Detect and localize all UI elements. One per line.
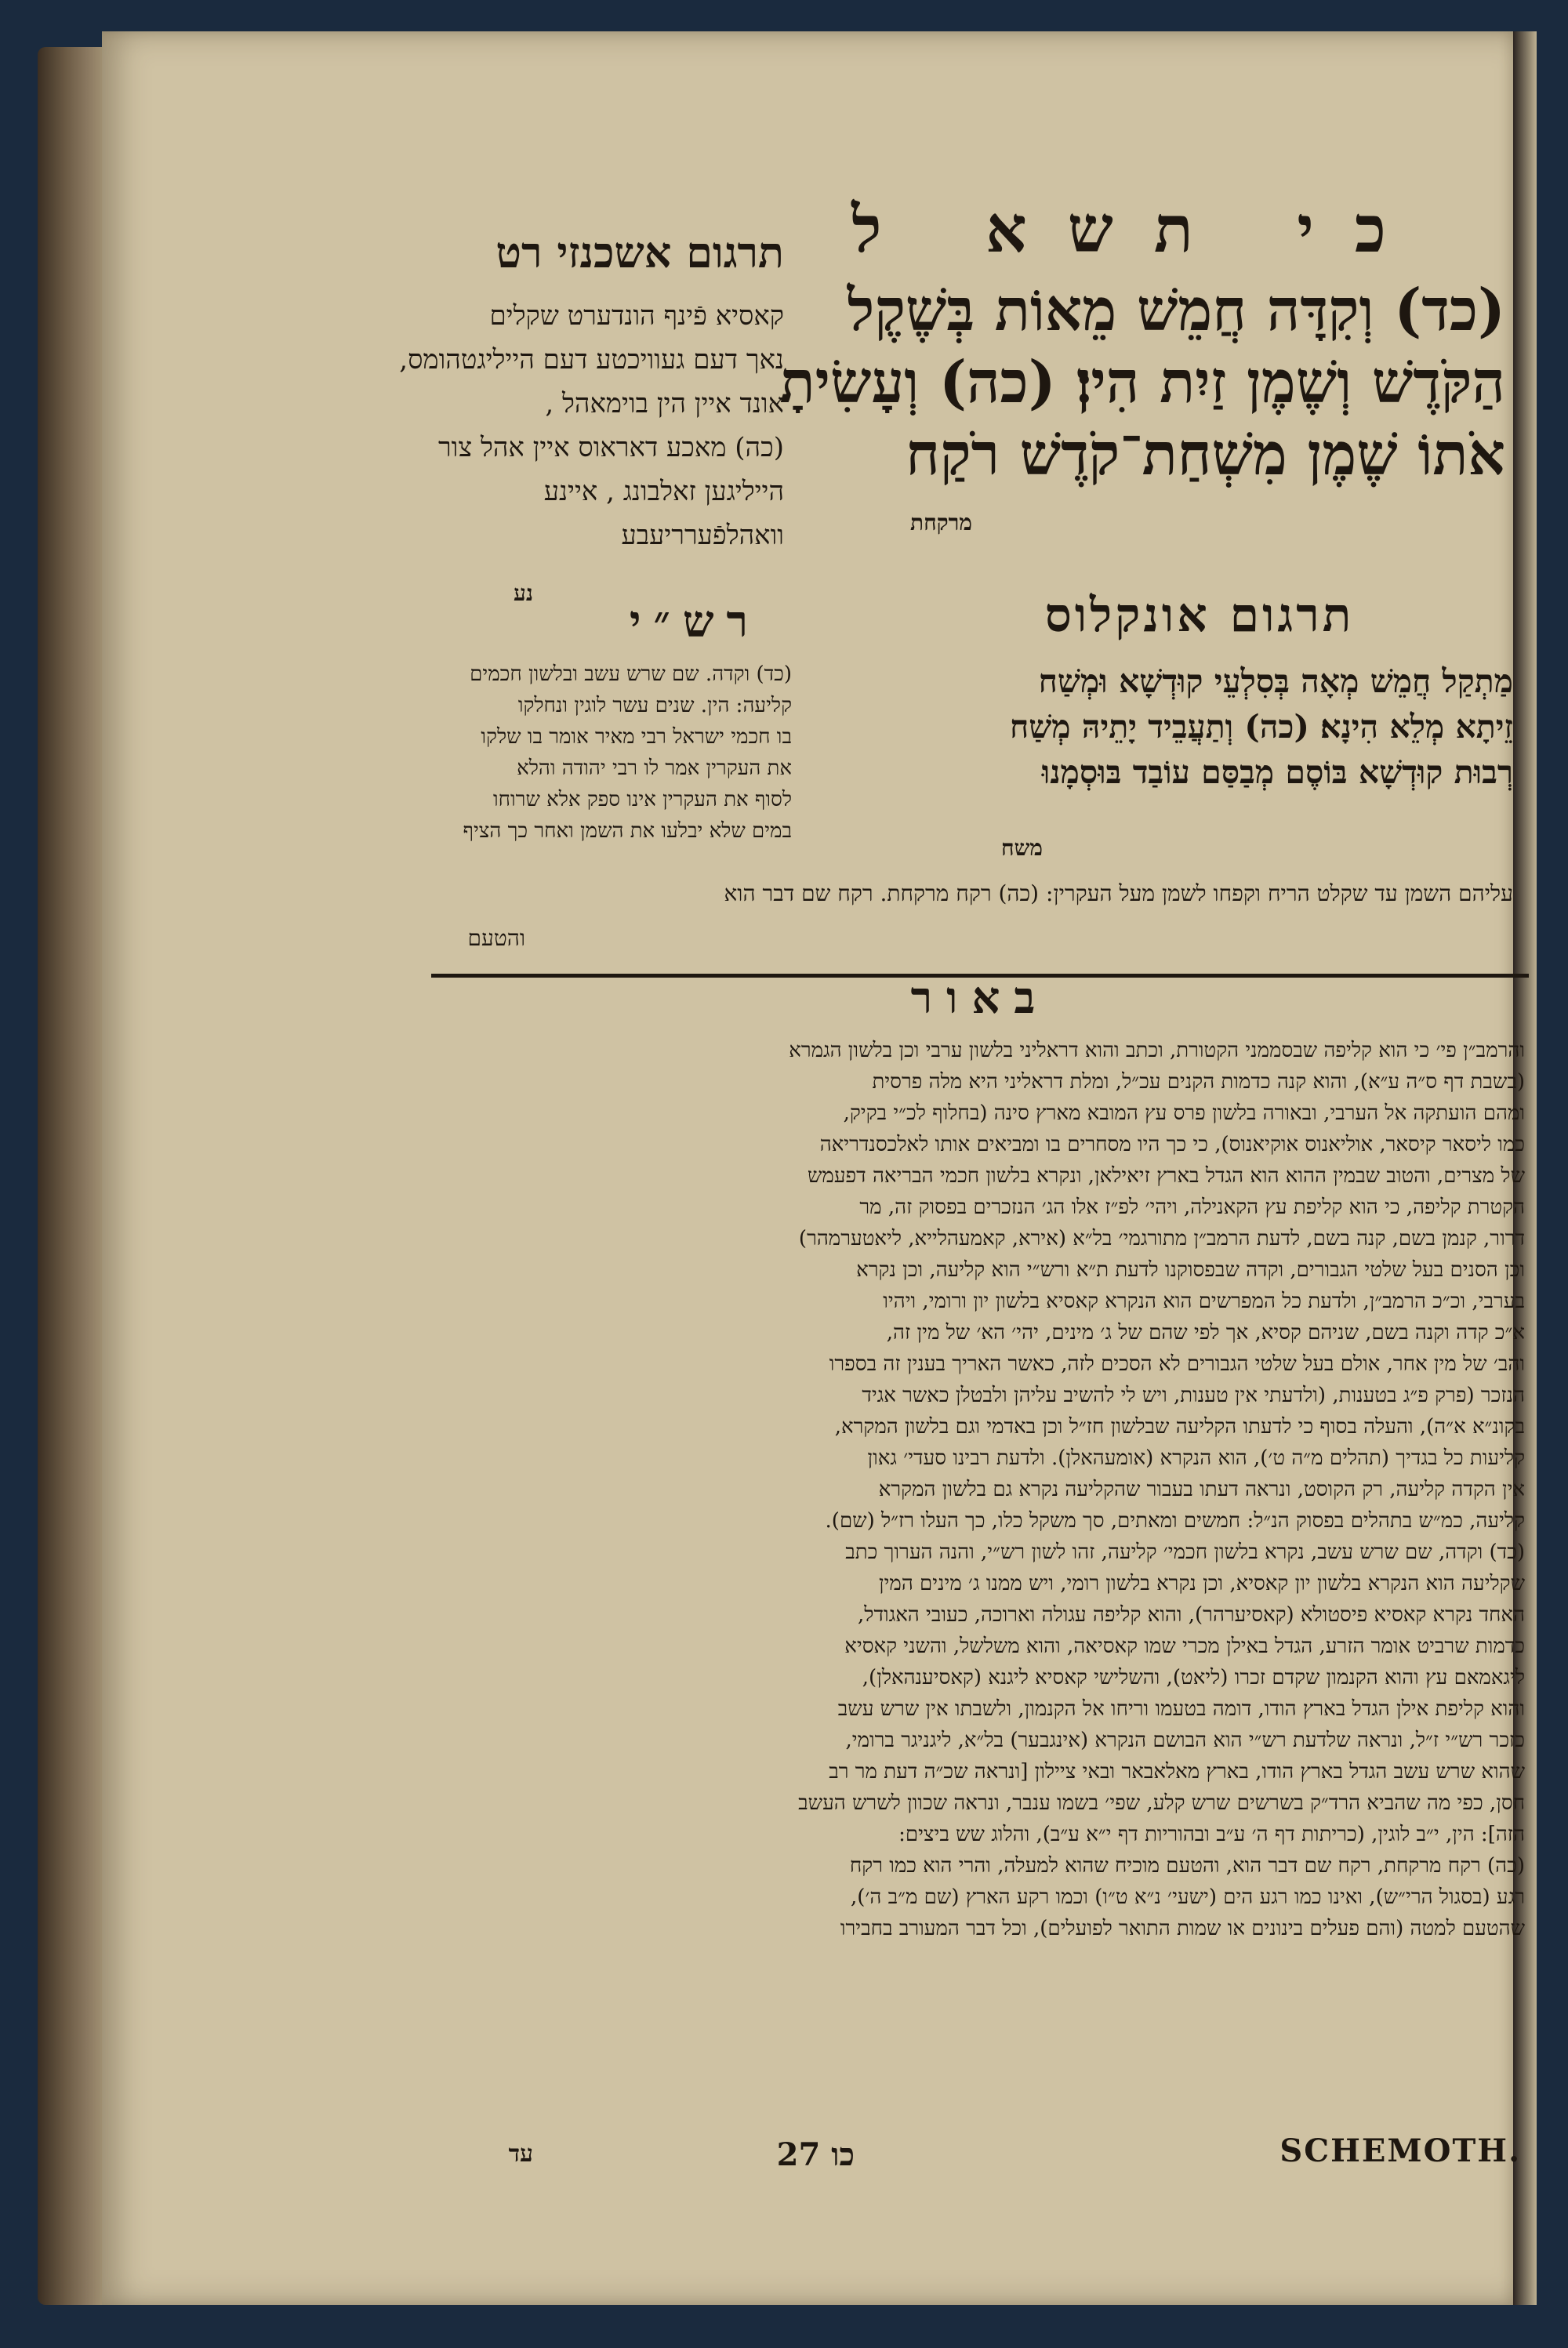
targum-ashkenazi-line: קאסיא פֿינף הונדערט שקלים [489, 300, 784, 332]
onkelos-line: זֵיתָא מְלֵא הִינָא׃ (כה) וְתַעֲבֵיד יָתֵיהּ מְשַׁח [1010, 708, 1513, 746]
targum-ashkenazi-line: הייליגען זאלבונג , איינע [543, 476, 784, 507]
targum-ashkenazi-line: נאך דעם געוויכטע דעם הייליגטהומס, [399, 344, 784, 376]
rashi-line: לסוף את העקרין אינו ספק אלא שרוחו [492, 788, 792, 811]
onkelos-catchword: משח [1001, 835, 1043, 861]
beur-line: א״כ קדה וקנה בשם, שניהם קסיא, אך לפי שהם של ג׳ מינים, יהי׳ הא׳ של מין זה, [886, 1321, 1525, 1345]
targum-ashkenazi-line: (כה) מאכע דאראוס איין אהל צור [437, 432, 784, 463]
beur-line: (כה) רקח מרקחת, רקח שם דבר הוא, והטעם מוכיח שהוא למעלה, והרי הוא כמו רקח [849, 1854, 1525, 1878]
beur-line: קליעה, כמ״ש בתהלים בפסוק הנ״ל: חמשים ומאתים, סך משקל כלו, כך העלו רז״ל (שם). [825, 1509, 1525, 1533]
beur-line: דרור, קנמן בשם, קנה בשם, לדעת הרמב״ן מתורגמי׳ בל״א (אירא, קאמעהלייא, ליאטערמהר) [798, 1227, 1525, 1250]
beur-line: בקונ״א א״ה), והעלה בסוף כי לדעתו הקליעה שבלשון חז״ל וכן באדמי וגם בלשון המקרא, [834, 1415, 1525, 1439]
beur-line: קליעות כל בגדיך (תהלים מ״ה ט׳), הוא הנקרא (אומעהאלן). ולדעת רבינו סעדי׳ גאון [867, 1446, 1525, 1470]
beur-line: וכן הסנים בעל שלטי הגבורים, וקדה שבפסוקנו לדעת ת״א ורש״י הוא קליעה, וכן נקרא [856, 1258, 1525, 1282]
beur-line: ליגאמאם עץ והוא הקנמון שקדם זכרו (ליאט), והשלישי קאסיא ליגנא (קאסיענהאלן), [862, 1666, 1525, 1689]
verse-line: (כד) וְקִדָּה חֲמֵשׁ מֵאוֹת בְּשֶׁקֶל [847, 277, 1505, 344]
beur-line: ומהם הועתקה אל הערבי, ובאורה בלשון פרס עץ המובא מארץ סינה (בחלוף לכ״י בקיק, [843, 1101, 1525, 1125]
beur-line: כמו ליסאר קיסאר, אוליאנוס אוקיאנוס), כי כך היו מסחרים בו ומביאים אותו לאלכסנדריאה [819, 1133, 1525, 1156]
book-edge [38, 47, 108, 2305]
onkelos-line: רְבוּת קוּדְשָׁא בּוֹסֶם מְבַסַּם עוֹבַד בּוּסְמָנוּ [1041, 753, 1513, 791]
beur-line: שקליעה הוא הנקרא בלשון יון קאסיא, וכן נקרא בלשון רומי, ויש ממנו ג׳ מינים המין [878, 1572, 1525, 1595]
beur-line: (כד) וקדה, שם שרש עשב, נקרא בלשון חכמי׳ קליעה, זהו לשון רש״י, והנה הערוך כתב [845, 1541, 1525, 1564]
onkelos-heading: תרגום אונקלוס [1044, 588, 1355, 643]
verse-catchword: מרקחת [910, 510, 972, 535]
beur-line: והב׳ של מין אחר, אולם בעל שלטי הגבורים לא הסכים לזה, כאשר האריך בענין זה בספרו [829, 1352, 1525, 1376]
running-title: SCHEMOTH. [1279, 2132, 1521, 2169]
onkelos-line: מַתְקַל חֲמֵשׁ מְאָה בְּסִלְעֵי קוּדְשָׁא וּמְשַׁח [1038, 662, 1513, 700]
beur-line: חסן, כפי מה שהביא הרד״ק בשרשים שרש קלע, שפי׳ בשמו ענבר, ונראה שכוון לשרש העשב [798, 1791, 1525, 1815]
beur-line: כזכר רש״י ז״ל, ונראה שלדעת רש״י הוא הבושם הנקרא (אינגבער) בל״א, ליגניגר ברומי, [845, 1729, 1525, 1752]
rashi-line: במים שלא יבלעו את השמן ואחר כך הציף [463, 819, 792, 843]
beur-text [419, 1035, 1525, 1944]
beur-line: אין הקדה קליעה, רק הקוסט, ונראה דעתו בעבור שהקליעה נקרא גם בלשון המקרא [878, 1478, 1525, 1501]
targum-ashkenazi-text [400, 294, 784, 557]
verse-text [779, 274, 1505, 491]
beur-line: שהטעם למטה (והם פעלים בינונים או שמות התואר לפועלים), וכל דבר המעורב בחבירו [840, 1917, 1525, 1940]
rashi-text [400, 659, 792, 847]
beur-line: האחד נקרא קאסיא פיסטולא (קאסיערהר), והוא קליפה עגולה וארוכה, כעובי האגודל, [858, 1603, 1525, 1627]
beur-line: (בשבת דף ס״ה ע״א), והוא קנה כדמות הקנים עכ״ל, ומלת דראליני היא מלה פרסית [872, 1070, 1525, 1094]
beur-line: שהוא שרש עשב הגדל בארץ הודו, בארץ מאלאבאר ובאי ציילון [ונראה שכ״ה דעת מר רב [829, 1760, 1525, 1784]
book-page [102, 31, 1525, 2305]
page-number: כו 27 [776, 2136, 855, 2173]
beur-line: רגע (בסגול הרי״ש), ואינו כמו רגע הים (ישעי׳ נ״א ט״ו) וכמו רקע הארץ (שם מ״ב ה׳), [850, 1885, 1525, 1909]
beur-line: של מצרים, והטוב שבמין ההוא הוא הגדל בארץ זיאילאן, ונקרא בלשון חכמי הבריאה דפעמש [808, 1164, 1525, 1188]
rashi-line: (כד) וקדה. שם שרש עשב ובלשון חכמים [470, 662, 792, 686]
rashi-line: קליעה: הין. שנים עשר לוגין ונחלקו [517, 694, 792, 717]
targum-ashkenazi-line: וואהלפֿערריעבע [621, 520, 784, 551]
rashi-catchword: והטעם [467, 925, 525, 951]
beur-heading: באור [910, 972, 1050, 1024]
targum-ashkenazi-heading: תרגום אשכנזי רט [495, 227, 784, 278]
footer-catchword: עד [508, 2140, 533, 2168]
rashi-line: את העקרין אמר לו רבי יהודה והלא [517, 757, 792, 780]
targum-ashkenazi-line: אונד איין הין בוימאהל , [545, 388, 784, 419]
onkelos-text [886, 659, 1513, 795]
verse-line: אֹתוֹ שֶׁמֶן מִשְׁחַת־קֹדֶשׁ רֹקַח [906, 421, 1505, 488]
rashi-continuation-line: עליהם השמן עד שקלט הריח וקפחו לשמן מעל העקרין: (כה) רקח מרקחת. רקח שם דבר הוא [724, 880, 1513, 906]
beur-line: הנזכר (פרק פ״ג בטענות, (ולדעתי אין טענות, ויש לי להשיב עליהן ולבטלן כאשר אגיד [862, 1384, 1525, 1407]
targum-ashkenazi-catchword: נע [514, 580, 533, 606]
rashi-line: בו חכמי ישראל רבי מאיר אומר בו שלקו [481, 725, 792, 749]
verse-line: הַקֹּדֶשׁ וְשֶׁמֶן זַיִת הִין׃ (כה) וְעָשִׂיתָ [779, 349, 1505, 416]
parsha-header: כי תשא ל [851, 192, 1427, 267]
beur-line: כדמות שרביט אומר הזרע, הגדל באילן מכרי שמו קאסיאה, והוא משלשל, והשני קאסיא [844, 1635, 1525, 1658]
beur-line: והוא קליפת אילן הגדל בארץ הודו, דומה בטעמו וריחו אל הקנמון, ולשבתו אין שרש עשב [837, 1697, 1525, 1721]
beur-line: הקטרת קליפה, כי הוא קליפת עץ הקאנילה, ויהי׳ לפ״ז אלו הג׳ הנזכרים בפסוק זה, מר [859, 1196, 1525, 1219]
rashi-heading: רש״י [629, 596, 760, 648]
beur-line: הזה]: הין, י״ב לוגין, (כריתות דף ה׳ ע״ב ובהוריות דף י״א ע״ב), והלוג שש ביצים: [898, 1823, 1525, 1846]
beur-line: בערבי, וכ״כ הרמב״ן, ולדעת כל המפרשים הוא הנקרא קאסיא בלשון יון ורומי, ויהיו [883, 1290, 1525, 1313]
beur-line: והרמב״ן פי׳ כי הוא קליפה שבסממני הקטורת, וכתב והוא דראליני בלשון ערבי וכן בלשון הגמרא [789, 1039, 1525, 1062]
